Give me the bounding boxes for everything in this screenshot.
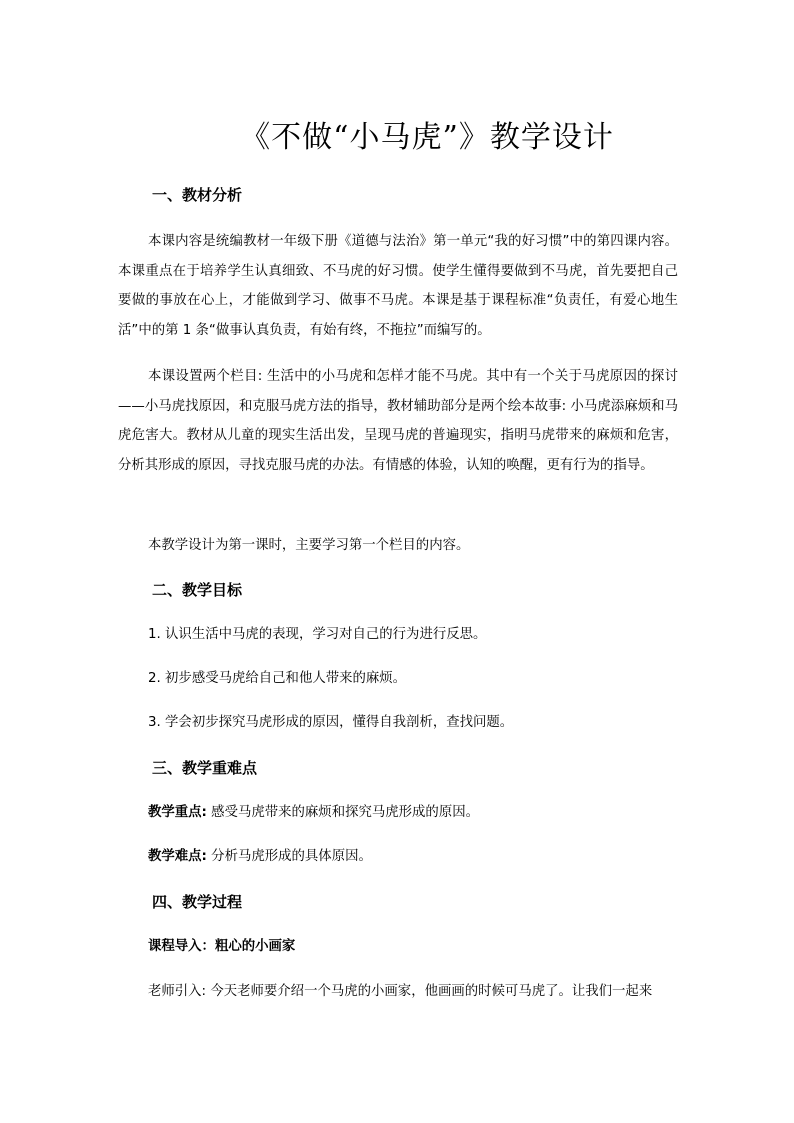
intro-text-line: 老师引入: 今天老师要介绍一个马虎的小画家，他画画的时候可马虎了。让我们一起来 (148, 984, 653, 999)
intro-heading (148, 937, 295, 957)
difficult-point-label: 教学难点: (148, 849, 207, 864)
difficult-point-line (148, 847, 372, 867)
goal-item-2: 2. 初步感受马虎给自己和他人带来的麻烦。 (148, 671, 407, 686)
section-heading-analysis: 一、教材分析 (152, 186, 243, 204)
goal-item-1: 1. 认识生活中马虎的表现，学习对自己的行为进行反思。 (148, 627, 487, 642)
section-heading-goals: 二、教学目标 (152, 581, 243, 599)
analysis-paragraph-2: 本课设置两个栏目: 生活中的小马虎和怎样才能不马虎。其中有一个关于马虎原因的探讨——小马虎找原因，和克服马虎方法的指导，教材辅助部分是两个绘本故事: 小马虎添麻烦和马虎危害大。教材从儿童的现实生活出发，呈现马虎的普遍现实，指明马虎带来的麻烦和危害，分析其形成的原因，寻找克服马虎的办法。有情感的体验，认知的唤醒，更有行为的指导。 (118, 369, 678, 473)
section-heading-keypoints: 三、教学重难点 (152, 759, 258, 777)
difficult-point-text: 分析马虎形成的具体原因。 (206, 849, 372, 864)
analysis-paragraph-3: 本教学设计为第一课时，主要学习第一个栏目的内容。 (148, 538, 470, 553)
document-title: 《不做“小马虎”》教学设计 (240, 120, 614, 155)
goal-item-3: 3. 学会初步探究马虎形成的原因，懂得自我剖析，查找问题。 (148, 715, 514, 730)
key-point-label: 教学重点: (148, 805, 207, 820)
key-point-line (148, 803, 479, 823)
intro-heading-text: 课程导入：粗心的小画家 (148, 939, 296, 954)
key-point-text: 感受马虎带来的麻烦和探究马虎形成的原因。 (206, 805, 479, 820)
analysis-paragraph-1: 本课内容是统编教材一年级下册《道德与法治》第一单元“我的好习惯”中的第四课内容。本课重点在于培养学生认真细致、不马虎的好习惯。使学生懂得要做到不马虎，首先要把自己要做的事放在心上，才能做到学习、做事不马虎。本课是基于课程标准“负责任，有爱心地生活”中的第 1 条“做事认真负责，有始有终，不拖拉”而编写的。 (118, 234, 678, 338)
section-heading-process: 四、教学过程 (152, 893, 243, 911)
